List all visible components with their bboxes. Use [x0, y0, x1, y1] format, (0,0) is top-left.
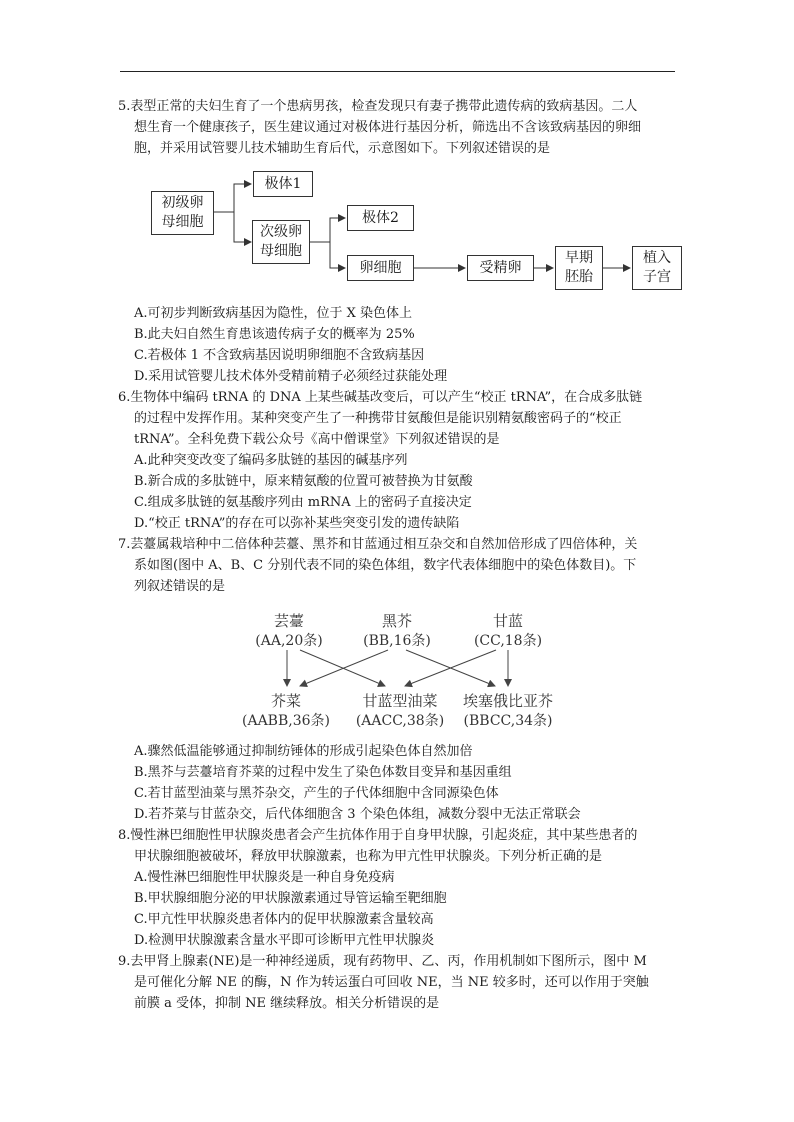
q5-option-b: B.此夫妇自然生育患该遗传病子女的概率为 25% — [134, 327, 415, 342]
hybrid-mustard-info: (AABB,36条) — [242, 713, 330, 729]
hybrid-ethiopian-mustard-name: 埃塞俄比亚芥 — [462, 692, 553, 710]
implant-uterus-box: 植入 子宫 — [632, 246, 682, 290]
q6-stem-line1: 6.生物体中编码 tRNA 的 DNA 上某些碱基改变后，可以产生“校正 tRNA”，在合成多肽链 — [118, 390, 643, 405]
q9-stem-line3: 前膜 a 受体，抑制 NE 继续释放。相关分析错误的是 — [134, 996, 440, 1011]
early-embryo-box: 早期 胚胎 — [555, 246, 603, 290]
q5-option-c: C.若极体 1 不含致病基因说明卵细胞不含致病基因 — [134, 348, 425, 363]
q7-option-c: C.若甘蓝型油菜与黑芥杂交，产生的子代体细胞中含同源染色体 — [134, 786, 499, 801]
q7-option-b: B.黑芥与芸薹培育芥菜的过程中发生了染色体数目变异和基因重组 — [134, 765, 512, 780]
fertilized-egg-box: 受精卵 — [467, 255, 534, 281]
q8-option-a: A.慢性淋巴细胞性甲状腺炎是一种自身免疫病 — [134, 870, 395, 885]
q5-option-d: D.采用试管婴儿技术体外受精前精子必须经过获能处理 — [134, 369, 448, 384]
hybrid-rapeseed-info: (AACC,38条) — [355, 713, 445, 729]
primary-oocyte-box: 初级卵 母细胞 — [151, 191, 214, 235]
q8-option-b: B.甲状腺细胞分泌的甲状腺激素通过导管运输至靶细胞 — [134, 891, 447, 906]
q5-option-a: A.可初步判断致病基因为隐性，位于 X 染色体上 — [134, 306, 413, 321]
q6-option-c: C.组成多肽链的氨基酸序列由 mRNA 上的密码子直接决定 — [134, 495, 472, 510]
q7-stem-line1: 7.芸薹属栽培种中二倍体种芸薹、黑芥和甘蓝通过相互杂交和自然加倍形成了四倍体种，关 — [118, 537, 638, 552]
q5-stem-line2: 想生育一个健康孩子，医生建议通过对极体进行基因分析，筛选出不含该致病基因的卵细 — [134, 120, 642, 135]
hybrid-ethiopian-mustard-info: (BBCC,34条) — [463, 713, 553, 729]
parent-black-mustard-name: 黑芥 — [381, 612, 412, 630]
q5-stem-line3: 胞，并采用试管婴儿技术辅助生育后代，示意图如下。下列叙述错误的是 — [134, 141, 551, 156]
q6-option-b: B.新合成的多肽链中，原来精氨酸的位置可被替换为甘氨酸 — [134, 474, 473, 489]
q9-stem — [118, 951, 683, 1014]
q8-stem-line2: 甲状腺细胞被破坏，释放甲状腺激素，也称为甲亢性甲状腺炎。下列分析正确的是 — [134, 849, 603, 864]
secondary-oocyte-box: 次级卵 母细胞 — [252, 220, 310, 264]
q6-stem-line3: tRNA”。全科免费下载公众号《高中僧课堂》下列叙述错误的是 — [134, 432, 500, 447]
parent-black-mustard-info: (BB,16条) — [363, 633, 431, 649]
q8-option-c: C.甲亢性甲状腺炎患者体内的促甲状腺激素含量较高 — [134, 912, 434, 927]
polar-body-1-box: 极体1 — [253, 171, 313, 197]
parent-cabbage-info: (CC,18条) — [473, 633, 543, 649]
q6-option-a: A.此种突变改变了编码多肽链的基因的碱基序列 — [134, 453, 408, 468]
q7-stem-line3: 列叙述错误的是 — [134, 579, 226, 594]
q9-stem-line1: 9.去甲肾上腺素(NE)是一种神经递质，现有药物甲、乙、丙，作用机制如下图所示，图中 M — [118, 954, 647, 969]
q6-option-d: D.“校正 tRNA”的存在可以弥补某些突变引发的遗传缺陷 — [134, 516, 460, 531]
q8-stem — [118, 825, 683, 867]
q7-option-d: D.若芥菜与甘蓝杂交，后代体细胞含 3 个染色体组，减数分裂中无法正常联会 — [134, 807, 581, 822]
egg-cell-box: 卵细胞 — [347, 255, 414, 281]
q8-stem-line1: 8.慢性淋巴细胞性甲状腺炎患者会产生抗体作用于自身甲状腺，引起炎症，其中某些患者的 — [118, 828, 638, 843]
q7-stem-line2: 系如图(图中 A、B、C 分别代表不同的染色体组，数字代表体细胞中的染色体数目)。下 — [134, 558, 637, 573]
hybrid-rapeseed-name: 甘蓝型油菜 — [362, 692, 438, 710]
parent-brassica-rapa-name: 芸薹 — [273, 612, 304, 630]
q5-stem-line1: 5.表型正常的夫妇生育了一个患病男孩，检查发现只有妻子携带此遗传病的致病基因。二人 — [118, 99, 638, 114]
q7-option-a: A.骤然低温能够通过抑制纺锤体的形成引起染色体自然加倍 — [134, 744, 473, 759]
q6-stem-line2: 的过程中发挥作用。某种突变产生了一种携带甘氨酸但是能识别精氨酸密码子的“校正 — [134, 411, 622, 426]
hybrid-mustard-name: 芥菜 — [270, 692, 301, 710]
q9-stem-line2: 是可催化分解 NE 的酶，N 作为转运蛋白可回收 NE，当 NE 较多时，还可以作用于突触 — [134, 975, 649, 990]
parent-cabbage-name: 甘蓝 — [492, 612, 523, 630]
parent-brassica-rapa-info: (AA,20条) — [255, 633, 323, 649]
q8-option-d: D.检测甲状腺激素含量水平即可诊断甲亢性甲状腺炎 — [134, 933, 435, 948]
polar-body-2-box: 极体2 — [347, 205, 414, 231]
